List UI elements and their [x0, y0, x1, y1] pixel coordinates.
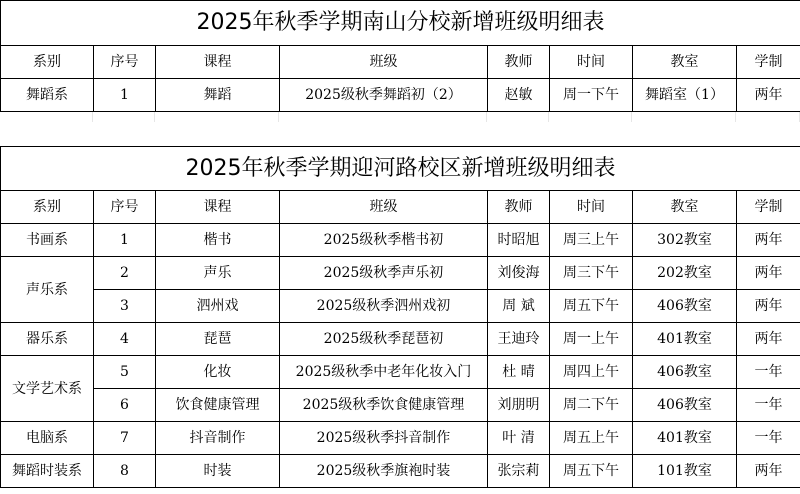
cell-course: 时装 [156, 455, 280, 488]
cell-duration: 两年 [737, 323, 800, 356]
header-duration: 学制 [737, 46, 800, 79]
header-time: 时间 [550, 191, 633, 224]
cell-department: 电脑系 [1, 422, 94, 455]
header-department: 系别 [1, 46, 94, 79]
cell-time: 周一下午 [550, 79, 633, 112]
cell-class: 2025级秋季声乐初 [280, 257, 488, 290]
cell-number: 7 [94, 422, 156, 455]
cell-teacher: 时昭旭 [488, 224, 550, 257]
cell-duration: 两年 [737, 257, 800, 290]
table-row [1, 323, 800, 356]
cell-classroom: 202教室 [633, 257, 737, 290]
cell-time: 周四上午 [550, 356, 633, 389]
cell-time: 周三上午 [550, 224, 633, 257]
header-classroom: 教室 [633, 46, 737, 79]
cell-class: 2025级秋季旗袍时装 [280, 455, 488, 488]
cell-number: 3 [94, 290, 156, 323]
cell-teacher: 杜 晴 [488, 356, 550, 389]
cell-department: 舞蹈时装系 [1, 455, 94, 488]
table-row [1, 422, 800, 455]
cell-number: 6 [94, 389, 156, 422]
header-department: 系别 [1, 191, 94, 224]
header-course: 课程 [156, 191, 280, 224]
cell-duration: 两年 [737, 455, 800, 488]
cell-course: 抖音制作 [156, 422, 280, 455]
cell-duration: 一年 [737, 356, 800, 389]
cell-number: 1 [94, 79, 156, 112]
yinghe-title: 2025年秋季学期迎河路校区新增班级明细表 [1, 147, 800, 191]
cell-course: 楷书 [156, 224, 280, 257]
header-teacher: 教师 [488, 46, 550, 79]
cell-duration: 两年 [737, 290, 800, 323]
table-row [1, 79, 800, 112]
cell-department: 舞蹈系 [1, 79, 94, 112]
header-class: 班级 [280, 46, 488, 79]
header-course: 课程 [156, 46, 280, 79]
cell-teacher: 王迪玲 [488, 323, 550, 356]
cell-classroom: 101教室 [633, 455, 737, 488]
cell-time: 周一上午 [550, 323, 633, 356]
header-duration: 学制 [737, 191, 800, 224]
cell-class: 2025级秋季琵琶初 [280, 323, 488, 356]
cell-course: 化妆 [156, 356, 280, 389]
cell-teacher: 张宗莉 [488, 455, 550, 488]
cell-classroom: 406教室 [633, 389, 737, 422]
cell-course: 泗州戏 [156, 290, 280, 323]
header-number: 序号 [94, 46, 156, 79]
table-row [1, 224, 800, 257]
cell-classroom: 舞蹈室（1） [633, 79, 737, 112]
cell-time: 周五下午 [550, 290, 633, 323]
cell-time: 周五上午 [550, 422, 633, 455]
cell-classroom: 401教室 [633, 422, 737, 455]
cell-classroom: 302教室 [633, 224, 737, 257]
table-row [1, 356, 800, 389]
cell-time: 周二下午 [550, 389, 633, 422]
cell-duration: 一年 [737, 422, 800, 455]
cell-class: 2025级秋季楷书初 [280, 224, 488, 257]
cell-time: 周三下午 [550, 257, 633, 290]
cell-classroom: 401教室 [633, 323, 737, 356]
cell-department: 书画系 [1, 224, 94, 257]
cell-course: 琵琶 [156, 323, 280, 356]
cell-duration: 两年 [737, 224, 800, 257]
cell-course: 饮食健康管理 [156, 389, 280, 422]
cell-number: 2 [94, 257, 156, 290]
table-row [1, 455, 800, 488]
cell-duration: 一年 [737, 389, 800, 422]
cell-class: 2025级秋季饮食健康管理 [280, 389, 488, 422]
cell-teacher: 周 斌 [488, 290, 550, 323]
table-gap-gridlines [0, 112, 800, 122]
cell-number: 1 [94, 224, 156, 257]
cell-duration: 两年 [737, 79, 800, 112]
header-number: 序号 [94, 191, 156, 224]
cell-number: 4 [94, 323, 156, 356]
cell-teacher: 叶 清 [488, 422, 550, 455]
cell-number: 5 [94, 356, 156, 389]
cell-teacher: 赵敏 [488, 79, 550, 112]
cell-department: 文学艺术系 [1, 356, 94, 422]
header-class: 班级 [280, 191, 488, 224]
table-row [1, 290, 800, 323]
cell-class: 2025级秋季泗州戏初 [280, 290, 488, 323]
cell-class: 2025级秋季舞蹈初（2） [280, 79, 488, 112]
yinghe-table [0, 146, 800, 488]
cell-course: 声乐 [156, 257, 280, 290]
cell-number: 8 [94, 455, 156, 488]
cell-teacher: 刘俊海 [488, 257, 550, 290]
cell-department: 器乐系 [1, 323, 94, 356]
header-time: 时间 [550, 46, 633, 79]
cell-classroom: 406教室 [633, 356, 737, 389]
table-row [1, 389, 800, 422]
cell-time: 周五下午 [550, 455, 633, 488]
table-row [1, 257, 800, 290]
nanshan-title: 2025年秋季学期南山分校新增班级明细表 [1, 1, 800, 46]
cell-department: 声乐系 [1, 257, 94, 323]
cell-class: 2025级秋季抖音制作 [280, 422, 488, 455]
header-classroom: 教室 [633, 191, 737, 224]
nanshan-table [0, 0, 800, 112]
cell-teacher: 刘朋明 [488, 389, 550, 422]
cell-class: 2025级秋季中老年化妆入门 [280, 356, 488, 389]
cell-course: 舞蹈 [156, 79, 280, 112]
cell-classroom: 406教室 [633, 290, 737, 323]
header-teacher: 教师 [488, 191, 550, 224]
